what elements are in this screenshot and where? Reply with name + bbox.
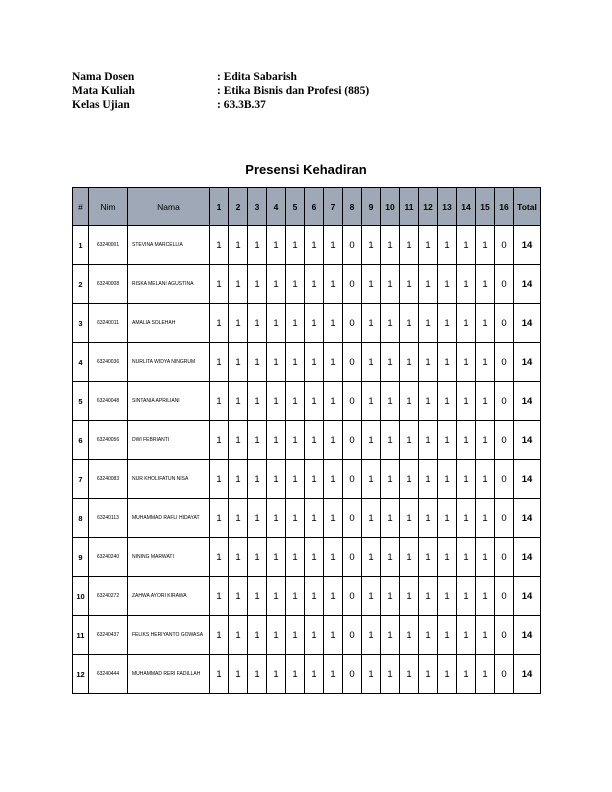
attendance-cell: 1 <box>438 343 457 382</box>
student-name: ZAHWA AYORI KIRAWA <box>128 577 210 616</box>
student-name: STEVINA MARCELLIA <box>128 226 210 265</box>
attendance-cell: 1 <box>476 265 495 304</box>
attendance-cell: 1 <box>324 265 343 304</box>
student-nim: 63240113 <box>89 499 128 538</box>
attendance-total: 14 <box>514 265 541 304</box>
attendance-total: 14 <box>514 499 541 538</box>
attendance-cell: 1 <box>457 382 476 421</box>
attendance-cell: 1 <box>381 460 400 499</box>
attendance-cell: 1 <box>305 304 324 343</box>
header-row-dosen <box>72 70 369 84</box>
attendance-cell: 1 <box>419 499 438 538</box>
attendance-cell: 0 <box>495 577 514 616</box>
attendance-cell: 1 <box>305 343 324 382</box>
attendance-cell: 1 <box>381 655 400 694</box>
table-row <box>73 343 541 382</box>
attendance-cell: 1 <box>419 421 438 460</box>
attendance-cell: 1 <box>419 616 438 655</box>
column-header: 16 <box>495 188 514 226</box>
attendance-cell: 1 <box>286 226 305 265</box>
attendance-cell: 0 <box>495 499 514 538</box>
attendance-cell: 1 <box>457 538 476 577</box>
attendance-cell: 1 <box>476 382 495 421</box>
student-nim: 63240272 <box>89 577 128 616</box>
attendance-cell: 1 <box>324 421 343 460</box>
attendance-cell: 0 <box>343 304 362 343</box>
attendance-cell: 1 <box>457 616 476 655</box>
attendance-cell: 1 <box>324 577 343 616</box>
header-value: : 63.3B.37 <box>217 99 266 111</box>
table-row <box>73 499 541 538</box>
attendance-cell: 1 <box>476 655 495 694</box>
header-label: Mata Kuliah <box>72 85 135 97</box>
attendance-cell: 1 <box>305 382 324 421</box>
column-header: 8 <box>343 188 362 226</box>
table-row <box>73 616 541 655</box>
row-number: 6 <box>73 421 89 460</box>
attendance-cell: 1 <box>438 616 457 655</box>
table-row <box>73 226 541 265</box>
attendance-cell: 1 <box>248 577 267 616</box>
attendance-cell: 1 <box>400 577 419 616</box>
attendance-total: 14 <box>514 577 541 616</box>
attendance-cell: 1 <box>267 265 286 304</box>
attendance-cell: 1 <box>457 226 476 265</box>
attendance-cell: 1 <box>457 304 476 343</box>
attendance-cell: 1 <box>324 382 343 421</box>
attendance-cell: 0 <box>343 421 362 460</box>
attendance-cell: 1 <box>210 382 229 421</box>
attendance-cell: 1 <box>476 577 495 616</box>
attendance-total: 14 <box>514 421 541 460</box>
attendance-cell: 1 <box>210 499 229 538</box>
attendance-cell: 0 <box>343 265 362 304</box>
header-row-mata-kuliah <box>72 84 369 98</box>
column-header: 9 <box>362 188 381 226</box>
attendance-cell: 1 <box>400 343 419 382</box>
attendance-cell: 1 <box>438 421 457 460</box>
attendance-cell: 1 <box>286 304 305 343</box>
student-name: MUHAMMAD RAFLI HIDAYAT <box>128 499 210 538</box>
column-header: # <box>73 188 89 226</box>
attendance-cell: 1 <box>400 499 419 538</box>
attendance-cell: 1 <box>476 460 495 499</box>
attendance-cell: 1 <box>400 616 419 655</box>
attendance-cell: 1 <box>362 265 381 304</box>
attendance-cell: 0 <box>343 616 362 655</box>
attendance-cell: 1 <box>381 499 400 538</box>
attendance-cell: 1 <box>438 577 457 616</box>
attendance-cell: 0 <box>495 460 514 499</box>
attendance-cell: 1 <box>286 421 305 460</box>
attendance-table <box>72 187 541 694</box>
attendance-cell: 1 <box>248 421 267 460</box>
attendance-total: 14 <box>514 460 541 499</box>
attendance-cell: 1 <box>248 343 267 382</box>
attendance-cell: 1 <box>267 460 286 499</box>
row-number: 1 <box>73 226 89 265</box>
attendance-cell: 0 <box>495 616 514 655</box>
attendance-cell: 1 <box>305 577 324 616</box>
attendance-cell: 0 <box>343 343 362 382</box>
attendance-cell: 1 <box>362 382 381 421</box>
attendance-cell: 1 <box>476 421 495 460</box>
attendance-cell: 1 <box>381 265 400 304</box>
attendance-cell: 1 <box>210 265 229 304</box>
attendance-cell: 1 <box>267 499 286 538</box>
attendance-cell: 1 <box>267 538 286 577</box>
attendance-cell: 1 <box>457 343 476 382</box>
attendance-cell: 1 <box>248 499 267 538</box>
attendance-cell: 1 <box>419 343 438 382</box>
attendance-cell: 1 <box>400 382 419 421</box>
attendance-cell: 1 <box>419 460 438 499</box>
attendance-cell: 1 <box>419 577 438 616</box>
table-row <box>73 655 541 694</box>
student-name: NINING MARWATI <box>128 538 210 577</box>
attendance-cell: 1 <box>438 499 457 538</box>
attendance-cell: 1 <box>324 343 343 382</box>
attendance-cell: 0 <box>495 304 514 343</box>
attendance-cell: 1 <box>229 343 248 382</box>
attendance-cell: 0 <box>343 382 362 421</box>
table-row <box>73 421 541 460</box>
attendance-cell: 1 <box>438 655 457 694</box>
attendance-cell: 0 <box>495 655 514 694</box>
attendance-cell: 0 <box>343 655 362 694</box>
attendance-cell: 1 <box>267 655 286 694</box>
attendance-cell: 1 <box>229 616 248 655</box>
row-number: 4 <box>73 343 89 382</box>
attendance-cell: 1 <box>305 499 324 538</box>
attendance-cell: 1 <box>419 538 438 577</box>
attendance-cell: 1 <box>248 382 267 421</box>
attendance-cell: 1 <box>419 265 438 304</box>
attendance-cell: 1 <box>438 265 457 304</box>
attendance-cell: 1 <box>210 226 229 265</box>
student-name: MUHAMMAD RERI FADILLAH <box>128 655 210 694</box>
column-header: Nim <box>89 188 128 226</box>
column-header: 2 <box>229 188 248 226</box>
attendance-cell: 1 <box>286 538 305 577</box>
attendance-cell: 1 <box>438 226 457 265</box>
attendance-cell: 1 <box>210 616 229 655</box>
attendance-cell: 1 <box>419 382 438 421</box>
student-name: NURLITA WIDYA NINGRUM <box>128 343 210 382</box>
attendance-cell: 1 <box>324 226 343 265</box>
attendance-cell: 1 <box>210 538 229 577</box>
attendance-cell: 1 <box>229 538 248 577</box>
attendance-cell: 1 <box>286 655 305 694</box>
attendance-cell: 1 <box>248 226 267 265</box>
attendance-total: 14 <box>514 616 541 655</box>
student-nim: 63240048 <box>89 382 128 421</box>
page-title: Presensi Kehadiran <box>245 162 367 177</box>
attendance-cell: 1 <box>457 265 476 304</box>
attendance-cell: 1 <box>286 460 305 499</box>
student-nim: 63240444 <box>89 655 128 694</box>
attendance-cell: 1 <box>362 304 381 343</box>
attendance-cell: 1 <box>305 616 324 655</box>
column-header: 5 <box>286 188 305 226</box>
attendance-cell: 1 <box>229 226 248 265</box>
attendance-cell: 1 <box>229 382 248 421</box>
table-row <box>73 265 541 304</box>
attendance-cell: 1 <box>286 382 305 421</box>
attendance-cell: 1 <box>381 343 400 382</box>
table-header-row <box>73 188 541 226</box>
attendance-cell: 1 <box>381 538 400 577</box>
attendance-cell: 0 <box>495 421 514 460</box>
attendance-cell: 0 <box>343 577 362 616</box>
table-row <box>73 460 541 499</box>
attendance-cell: 1 <box>400 265 419 304</box>
column-header: Nama <box>128 188 210 226</box>
row-number: 2 <box>73 265 89 304</box>
attendance-cell: 1 <box>324 460 343 499</box>
attendance-cell: 1 <box>400 460 419 499</box>
attendance-cell: 0 <box>495 382 514 421</box>
attendance-cell: 1 <box>267 616 286 655</box>
column-header: 10 <box>381 188 400 226</box>
attendance-cell: 1 <box>267 382 286 421</box>
attendance-cell: 1 <box>400 421 419 460</box>
attendance-cell: 1 <box>438 304 457 343</box>
attendance-cell: 1 <box>457 655 476 694</box>
attendance-cell: 1 <box>419 655 438 694</box>
attendance-cell: 1 <box>400 538 419 577</box>
header-label: Nama Dosen <box>72 71 135 83</box>
row-number: 5 <box>73 382 89 421</box>
attendance-cell: 1 <box>362 460 381 499</box>
attendance-total: 14 <box>514 655 541 694</box>
attendance-cell: 1 <box>229 577 248 616</box>
attendance-cell: 1 <box>381 577 400 616</box>
header-label: Kelas Ujian <box>72 99 130 111</box>
attendance-cell: 1 <box>476 226 495 265</box>
attendance-cell: 1 <box>210 577 229 616</box>
attendance-cell: 1 <box>286 616 305 655</box>
attendance-cell: 1 <box>324 538 343 577</box>
table-row <box>73 382 541 421</box>
attendance-cell: 1 <box>305 460 324 499</box>
row-number: 3 <box>73 304 89 343</box>
table-row <box>73 304 541 343</box>
attendance-cell: 0 <box>495 538 514 577</box>
attendance-cell: 1 <box>419 304 438 343</box>
attendance-cell: 1 <box>400 226 419 265</box>
attendance-cell: 1 <box>362 616 381 655</box>
attendance-cell: 1 <box>457 421 476 460</box>
attendance-cell: 1 <box>229 655 248 694</box>
attendance-cell: 0 <box>343 538 362 577</box>
attendance-total: 14 <box>514 538 541 577</box>
attendance-cell: 1 <box>457 577 476 616</box>
attendance-cell: 0 <box>343 226 362 265</box>
column-header: 15 <box>476 188 495 226</box>
attendance-cell: 1 <box>457 460 476 499</box>
attendance-cell: 1 <box>476 343 495 382</box>
attendance-total: 14 <box>514 304 541 343</box>
attendance-cell: 1 <box>381 382 400 421</box>
attendance-cell: 1 <box>305 655 324 694</box>
column-header: 13 <box>438 188 457 226</box>
column-header: 11 <box>400 188 419 226</box>
column-header: 12 <box>419 188 438 226</box>
student-name: AMALIA SOLEHAH <box>128 304 210 343</box>
table-row <box>73 577 541 616</box>
attendance-cell: 1 <box>229 460 248 499</box>
column-header: 4 <box>267 188 286 226</box>
document-header <box>72 70 369 112</box>
attendance-cell: 1 <box>381 616 400 655</box>
attendance-cell: 1 <box>419 226 438 265</box>
attendance-cell: 1 <box>324 499 343 538</box>
attendance-cell: 1 <box>476 304 495 343</box>
attendance-cell: 0 <box>495 343 514 382</box>
attendance-cell: 1 <box>362 577 381 616</box>
attendance-cell: 1 <box>400 304 419 343</box>
attendance-cell: 0 <box>343 499 362 538</box>
header-value: : Edita Sabarish <box>217 71 297 83</box>
attendance-cell: 1 <box>248 265 267 304</box>
attendance-cell: 1 <box>210 460 229 499</box>
attendance-cell: 1 <box>438 382 457 421</box>
attendance-cell: 1 <box>267 577 286 616</box>
row-number: 10 <box>73 577 89 616</box>
row-number: 9 <box>73 538 89 577</box>
student-name: FELIKS HERIYANTO GOWASA <box>128 616 210 655</box>
table-row <box>73 538 541 577</box>
attendance-cell: 0 <box>495 265 514 304</box>
column-header: Total <box>514 188 541 226</box>
attendance-cell: 1 <box>362 226 381 265</box>
student-name: SINTANIA APRILIANI <box>128 382 210 421</box>
attendance-cell: 1 <box>381 304 400 343</box>
attendance-cell: 1 <box>305 538 324 577</box>
attendance-cell: 1 <box>362 421 381 460</box>
attendance-cell: 1 <box>229 421 248 460</box>
attendance-cell: 1 <box>476 499 495 538</box>
student-nim: 63240240 <box>89 538 128 577</box>
attendance-cell: 1 <box>381 226 400 265</box>
attendance-cell: 1 <box>248 616 267 655</box>
attendance-cell: 1 <box>248 538 267 577</box>
attendance-cell: 0 <box>495 226 514 265</box>
row-number: 8 <box>73 499 89 538</box>
attendance-cell: 1 <box>286 343 305 382</box>
column-header: 1 <box>210 188 229 226</box>
attendance-cell: 1 <box>438 460 457 499</box>
row-number: 12 <box>73 655 89 694</box>
header-row-kelas <box>72 98 369 112</box>
column-header: 7 <box>324 188 343 226</box>
attendance-cell: 1 <box>400 655 419 694</box>
column-header: 6 <box>305 188 324 226</box>
attendance-cell: 1 <box>362 655 381 694</box>
attendance-cell: 1 <box>362 538 381 577</box>
attendance-cell: 1 <box>305 265 324 304</box>
student-name: DWI FEBRIANTI <box>128 421 210 460</box>
student-nim: 63240011 <box>89 304 128 343</box>
attendance-cell: 1 <box>476 538 495 577</box>
row-number: 11 <box>73 616 89 655</box>
attendance-cell: 1 <box>229 265 248 304</box>
attendance-cell: 0 <box>343 460 362 499</box>
student-nim: 63240437 <box>89 616 128 655</box>
attendance-cell: 1 <box>210 343 229 382</box>
table-body <box>73 226 541 694</box>
attendance-cell: 1 <box>248 655 267 694</box>
attendance-cell: 1 <box>210 421 229 460</box>
student-nim: 63240001 <box>89 226 128 265</box>
attendance-total: 14 <box>514 226 541 265</box>
attendance-cell: 1 <box>305 421 324 460</box>
attendance-cell: 1 <box>362 499 381 538</box>
attendance-cell: 1 <box>381 421 400 460</box>
attendance-total: 14 <box>514 343 541 382</box>
attendance-cell: 1 <box>248 304 267 343</box>
attendance-cell: 1 <box>210 304 229 343</box>
header-value: : Etika Bisnis dan Profesi (885) <box>217 85 370 97</box>
attendance-cell: 1 <box>229 304 248 343</box>
attendance-cell: 1 <box>286 577 305 616</box>
column-header: 3 <box>248 188 267 226</box>
attendance-cell: 1 <box>229 499 248 538</box>
student-name: RISKA MELANI AGUSTINA <box>128 265 210 304</box>
attendance-cell: 1 <box>324 304 343 343</box>
attendance-cell: 1 <box>324 616 343 655</box>
attendance-cell: 1 <box>286 265 305 304</box>
attendance-cell: 1 <box>362 343 381 382</box>
student-name: NUR KHOLIFATUN NISA <box>128 460 210 499</box>
attendance-total: 14 <box>514 382 541 421</box>
attendance-cell: 1 <box>305 226 324 265</box>
attendance-cell: 1 <box>324 655 343 694</box>
attendance-cell: 1 <box>286 499 305 538</box>
attendance-cell: 1 <box>457 499 476 538</box>
student-nim: 63240008 <box>89 265 128 304</box>
attendance-cell: 1 <box>476 616 495 655</box>
attendance-cell: 1 <box>438 538 457 577</box>
student-nim: 63240056 <box>89 421 128 460</box>
student-nim: 63240083 <box>89 460 128 499</box>
student-nim: 63240036 <box>89 343 128 382</box>
column-header: 14 <box>457 188 476 226</box>
attendance-cell: 1 <box>267 421 286 460</box>
attendance-cell: 1 <box>267 304 286 343</box>
attendance-cell: 1 <box>248 460 267 499</box>
row-number: 7 <box>73 460 89 499</box>
attendance-cell: 1 <box>267 226 286 265</box>
attendance-cell: 1 <box>267 343 286 382</box>
attendance-cell: 1 <box>210 655 229 694</box>
